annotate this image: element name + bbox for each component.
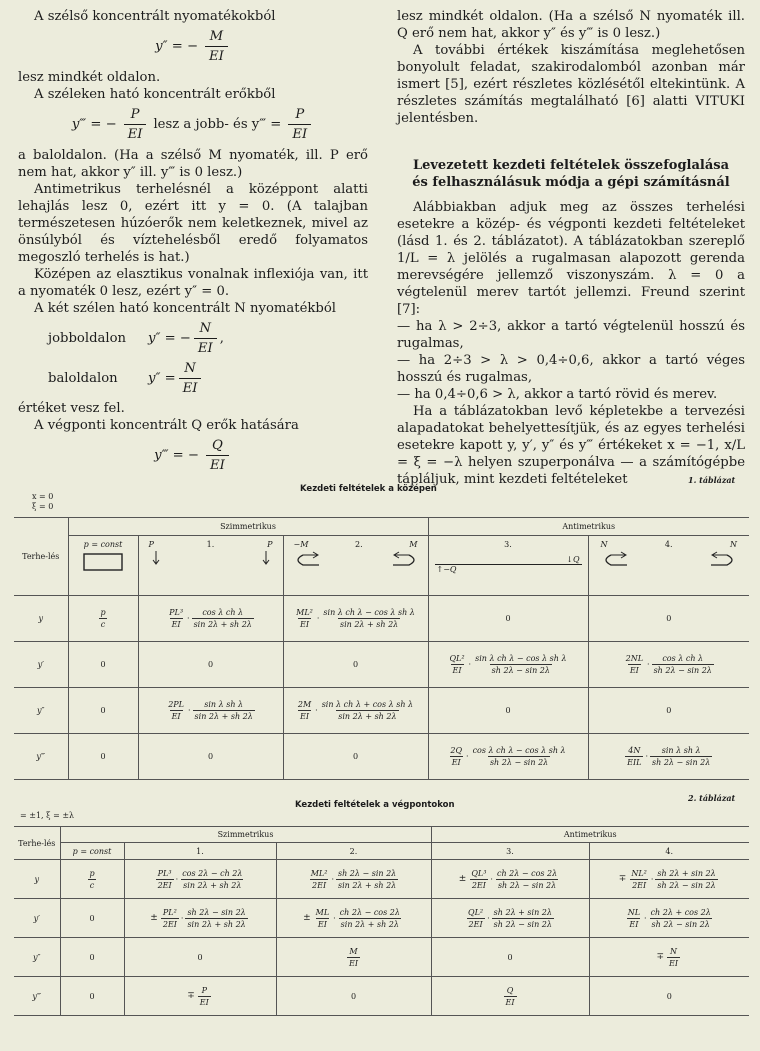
right-column	[397, 8, 745, 488]
row-label: y″	[14, 938, 60, 977]
cell-formula: ∓ P EI	[187, 985, 209, 1007]
cell-formula: 0	[197, 952, 203, 962]
table-cell	[138, 688, 283, 734]
fraction: QL² EI	[449, 654, 465, 675]
col-p-const: p = const	[68, 536, 138, 596]
fraction: QL² 2EI	[468, 907, 484, 929]
cell-formula: 0	[505, 614, 511, 623]
cell-formula: QL² EI · sin λ ch λ − cos λ sh λ sh 2λ − sin 2λ	[449, 654, 567, 675]
table-cell	[588, 596, 749, 642]
cell-formula: ML² EI · sin λ ch λ − cos λ sh λ sin 2λ + sh 2λ	[296, 608, 415, 629]
paragraph: A további értékek kiszámítása meglehetősen bonyolult feladat, szakirodalomból azonban már ismert [5], ezért részletes közlésétől eltekintünk. A részletes számítás megtalálható [6] alatti VITUKI jelentésben.	[397, 43, 745, 126]
table-cell	[138, 734, 283, 780]
col-case-3: 3.	[431, 843, 589, 860]
fraction: NL EI	[627, 907, 641, 929]
col-case-1: 1.	[124, 843, 276, 860]
paragraph: a baloldalon. (Ha a szélső M nyomaték, ill. P erő nem hat, akkor y″ ill. y‴ is 0 lesz.)	[18, 148, 368, 180]
cell-formula: 0	[666, 614, 672, 623]
fraction: sin λ ch λ + cos λ sh λ sin 2λ + sh 2λ	[321, 700, 414, 721]
table-cell	[428, 596, 588, 642]
fraction: N EI	[669, 946, 679, 968]
col-case-2: −M 2. M	[283, 536, 428, 596]
fraction: 2PL EI	[168, 700, 184, 721]
table-cell	[124, 938, 276, 977]
fraction: p c	[100, 608, 106, 629]
cell-formula: 0	[100, 752, 106, 761]
cell-formula: ± $\frac{ML}{EI}$ · ch 2λ − cos 2λ sin 2λ + sh 2λ	[303, 907, 400, 929]
section-heading: Levezetett kezdeti feltételek összefoglalása és felhasználásuk módja a gépi számításnál	[412, 158, 730, 190]
list-item: — ha 2÷3 > λ > 0,4÷0,6, akkor a tartó véges hosszú és rugalmas,	[397, 353, 745, 385]
table1	[14, 517, 749, 780]
fraction: sh 2λ − sin 2λ sin 2λ + sh 2λ	[187, 907, 246, 929]
point-load-arrows-icon	[146, 549, 276, 569]
header-antimetric: Antimetrikus	[428, 518, 749, 536]
paragraph: A két szélen ható koncentrált N nyomatékból	[34, 301, 336, 316]
row-label: y	[14, 860, 60, 899]
row-label: y	[14, 596, 68, 642]
fraction: ML² 2EI	[310, 868, 328, 890]
fraction: sh 2λ + sin 2λ sh 2λ − sin 2λ	[493, 907, 552, 929]
cell-formula: PL³ 2EI · cos 2λ − ch 2λ sin 2λ + sh 2λ	[157, 868, 243, 890]
equation: y‴ = − $\frac{P}{EI}$ lesz a jobb- és y‴ = $\frac{P}{EI}$	[18, 106, 368, 143]
cell-formula: ± $\frac{\text{PL²}}{2EI}$ · sh 2λ − sin 2λ sin 2λ + sh 2λ	[150, 907, 246, 929]
row-label: y‴	[14, 734, 68, 780]
table-cell	[276, 977, 431, 1016]
table-cell	[124, 860, 276, 899]
fraction: sin λ sh λ sh 2λ − sin 2λ	[652, 746, 711, 767]
cell-formula: ± $\frac{\text{QL³}}{2EI}$ · ch 2λ − cos 2λ sh 2λ − sin 2λ	[458, 868, 558, 890]
table-cell	[68, 642, 138, 688]
header-antimetric: Antimetrikus	[431, 827, 749, 843]
equation: y″ = − $\frac{M}{EI}$	[18, 28, 368, 65]
table1-caption: Kezdeti feltételek a középen	[300, 484, 437, 494]
table-cell	[589, 938, 749, 977]
table-cell	[60, 860, 124, 899]
fraction: cos 2λ − ch 2λ sin 2λ + sh 2λ	[182, 868, 243, 890]
cell-formula: 0	[505, 706, 511, 715]
header-load: Terhe-lés	[14, 518, 68, 596]
fraction: PL³ EI	[169, 608, 184, 629]
table-cell	[276, 938, 431, 977]
fraction: 2Q EI	[450, 746, 463, 767]
cell-formula: 2Q EI · cos λ ch λ − cos λ sh λ sh 2λ − sin 2λ	[450, 746, 566, 767]
paragraph: A végponti koncentrált Q erők hatására	[34, 418, 299, 433]
fraction: sh 2λ + sin 2λ sh 2λ − sin 2λ	[657, 868, 716, 890]
cell-formula: 0	[100, 706, 106, 715]
table-cell	[428, 734, 588, 780]
fraction: 2M EI	[297, 700, 312, 721]
table-cell	[60, 899, 124, 938]
cell-formula: NL EI · ch 2λ + cos 2λ sh 2λ − sin 2λ	[627, 907, 711, 929]
cell-formula: 0	[100, 660, 106, 669]
row-label: y′	[14, 899, 60, 938]
table2-side-note: = ±1, ξ = ±λ	[20, 811, 75, 820]
header-load: Terhe-lés	[14, 827, 60, 860]
fraction: P EI	[199, 985, 209, 1007]
table2-number: 2. táblázat	[688, 793, 736, 803]
paragraph: Ha a táblázatokban levő képletekbe a tervezési alapadatokat behelyettesítjük, és az egyes terhelési esetekre kapott y, y′, y″ és y‴ értékeket x = −1, x/L = ξ = −λ helyen szuperponálva — a számítógépbe tápláljuk, mint kezdeti feltételeket	[397, 404, 745, 487]
col-case-2: 2.	[276, 843, 431, 860]
cell-formula: 4N EIL · sin λ sh λ sh 2λ − sin 2λ	[627, 746, 711, 767]
fraction: sin λ ch λ − cos λ sh λ sin 2λ + sh 2λ	[323, 608, 415, 629]
cell-formula: 0	[350, 991, 357, 1001]
table-cell	[68, 688, 138, 734]
table-row	[14, 899, 749, 938]
cell-formula: 0	[89, 991, 95, 1001]
fraction: $\frac{\text{PL²}}{2EI}$	[162, 907, 177, 929]
table-cell	[68, 596, 138, 642]
col-case-1: P 1. P	[138, 536, 283, 596]
paragraph: A széleken ható koncentrált erőkből	[34, 87, 276, 102]
col-case-4: N 4. N	[588, 536, 749, 596]
equation: jobboldalon y″ = − $\frac{N}{EI}$ ,	[48, 321, 224, 356]
cell-formula	[279, 947, 429, 968]
equation: baloldalon y″ = $\frac{N}{EI}$	[18, 360, 368, 397]
fraction: sin λ sh λ sin 2λ + sh 2λ	[194, 700, 253, 721]
table-cell	[124, 977, 276, 1016]
list-item: — ha λ > 2÷3, akkor a tartó végtelenül hosszú és rugalmas,	[397, 319, 745, 351]
cell-formula: 0	[666, 706, 672, 715]
table-row	[14, 860, 749, 899]
table1-body	[14, 596, 749, 780]
table-cell	[589, 899, 749, 938]
table-cell	[428, 642, 588, 688]
fraction: ch 2λ − cos 2λ sin 2λ + sh 2λ	[339, 907, 400, 929]
table-cell	[588, 734, 749, 780]
table-cell	[431, 977, 589, 1016]
cell-formula: ∓ N EI	[656, 946, 679, 968]
table-cell	[124, 899, 276, 938]
paragraph: Antimetrikus terhelésnél a középpont alatti lehajlás lesz 0, ezért itt y = 0. (A talajban természetesen húzóerők nem keletkeznek, mivel az önsúlyból és víztehelésből eredő folyamatos megoszló terhelés is hat.)	[18, 182, 368, 265]
table-row	[14, 977, 749, 1016]
table-cell	[588, 642, 749, 688]
col-case-4: 4.	[589, 843, 749, 860]
table-cell	[589, 977, 749, 1016]
cell-formula: 0	[352, 660, 359, 669]
cell-formula: 0	[207, 752, 214, 761]
table-cell	[283, 642, 428, 688]
table2-caption: Kezdeti feltételek a végpontokon	[295, 800, 455, 810]
cell-formula: PL³ EI · cos λ ch λ sin 2λ + sh 2λ	[169, 608, 252, 629]
table2-body	[14, 860, 749, 1016]
table-cell	[276, 899, 431, 938]
fraction: $\frac{\text{QL³}}{2EI}$	[471, 868, 487, 890]
fraction: sin λ ch λ − cos λ sh λ sh 2λ − sin 2λ	[475, 654, 567, 675]
table1-side-note: x = 0 ξ = 0	[32, 492, 54, 511]
table-cell	[68, 734, 138, 780]
fraction: p c	[89, 868, 95, 890]
equation: y‴ = − $\frac{Q}{EI}$	[18, 437, 368, 474]
cell-formula: QL² 2EI · sh 2λ + sin 2λ sh 2λ − sin 2λ	[468, 907, 552, 929]
row-label: y′	[14, 642, 68, 688]
fraction: Q EI	[505, 985, 515, 1007]
fraction: $\frac{ML}{EI}$	[315, 907, 330, 929]
table-cell	[431, 899, 589, 938]
fraction: ch 2λ + cos 2λ sh 2λ − sin 2λ	[650, 907, 711, 929]
cell-formula: 0	[507, 952, 513, 962]
table-cell	[283, 688, 428, 734]
fraction: ML² EI	[296, 608, 313, 629]
cell-formula: 0	[666, 991, 672, 1001]
header-symmetric: Szimmetrikus	[68, 518, 428, 536]
moment-arrows-icon	[291, 549, 421, 571]
fraction: M EI	[349, 946, 358, 968]
table-row	[14, 642, 749, 688]
cell-formula: 0	[89, 952, 95, 962]
table-cell	[138, 642, 283, 688]
cell-formula: ∓ NL² 2EI · sh 2λ + sin 2λ sh 2λ − sin 2λ	[618, 868, 716, 890]
col-p-const: p = const	[60, 843, 124, 860]
paragraph: Alábbiakban adjuk meg az összes terhelési esetekre a közép- és végponti kezdeti feltételeket (lásd 1. és 2. táblázatot). A táblázatokban szereplő 1/L = λ jelölés a rugalmasan alapozott gerenda merevségére jellemző viszonyszám. λ = 0 a végtelenül merev tartót jellemzi. Freund szerint [7]:	[397, 200, 745, 317]
cell-formula	[71, 608, 136, 629]
fraction: 2NL EI	[625, 654, 644, 675]
table-cell	[431, 938, 589, 977]
paragraph: Középen az elasztikus vonalnak inflexiója van, itt a nyomaték 0 lesz, ezért y″ = 0.	[18, 267, 368, 299]
distributed-load-icon	[83, 553, 123, 573]
left-column	[18, 8, 368, 478]
paragraph: A szélső koncentrált nyomatékokból	[34, 9, 276, 24]
cell-formula: ML² 2EI · sh 2λ − sin 2λ sin 2λ + sh 2λ	[310, 868, 397, 890]
fraction: cos λ ch λ sh 2λ − sin 2λ	[653, 654, 712, 675]
table-cell	[276, 860, 431, 899]
col-case-3: 3. ↓Q ↑−Q	[428, 536, 588, 596]
cell-formula: 2M EI · sin λ ch λ + cos λ sh λ sin 2λ + sh 2λ	[297, 700, 414, 721]
paragraph: lesz mindkét oldalon.	[18, 70, 161, 85]
table1-number: 1. táblázat	[688, 475, 736, 485]
fraction: PL³ 2EI	[157, 868, 172, 890]
table-row	[14, 734, 749, 780]
table-cell	[60, 977, 124, 1016]
row-label: y‴	[14, 977, 60, 1016]
fraction: 4N EIL	[627, 746, 642, 767]
fraction: ch 2λ − cos 2λ sh 2λ − sin 2λ	[496, 868, 558, 890]
table-cell	[588, 688, 749, 734]
moment-arrows-icon	[599, 549, 739, 571]
table-row	[14, 938, 749, 977]
table-cell	[589, 860, 749, 899]
header-symmetric: Szimmetrikus	[60, 827, 431, 843]
paragraph: lesz mindkét oldalon. (Ha a szélső N nyomaték ill. Q erő nem hat, akkor y″ és y‴ is 0 lesz.)	[397, 9, 745, 41]
table-cell	[60, 938, 124, 977]
fraction: NL² 2EI	[631, 868, 647, 890]
fraction: cos λ ch λ sin 2λ + sh 2λ	[193, 608, 252, 629]
cell-formula: 0	[352, 752, 359, 761]
cell-formula: 0	[207, 660, 214, 669]
cell-formula	[434, 986, 587, 1007]
list-item: — ha 0,4÷0,6 > λ, akkor a tartó rövid és merev.	[397, 387, 718, 402]
table-cell	[428, 688, 588, 734]
row-label: y″	[14, 688, 68, 734]
table-cell	[283, 734, 428, 780]
table-row	[14, 688, 749, 734]
table-cell	[138, 596, 283, 642]
cell-formula: 2NL EI · cos λ ch λ sh 2λ − sin 2λ	[625, 654, 712, 675]
fraction: cos λ ch λ − cos λ sh λ sh 2λ − sin 2λ	[472, 746, 566, 767]
cell-formula: 0	[89, 913, 95, 923]
table-cell	[283, 596, 428, 642]
cell-formula: 2PL EI · sin λ sh λ sin 2λ + sh 2λ	[168, 700, 253, 721]
table-row	[14, 596, 749, 642]
table2	[14, 826, 749, 1016]
fraction: sh 2λ − sin 2λ sin 2λ + sh 2λ	[337, 868, 397, 890]
cell-formula	[63, 869, 122, 890]
table-cell	[431, 860, 589, 899]
paragraph: értéket vesz fel.	[18, 401, 125, 416]
